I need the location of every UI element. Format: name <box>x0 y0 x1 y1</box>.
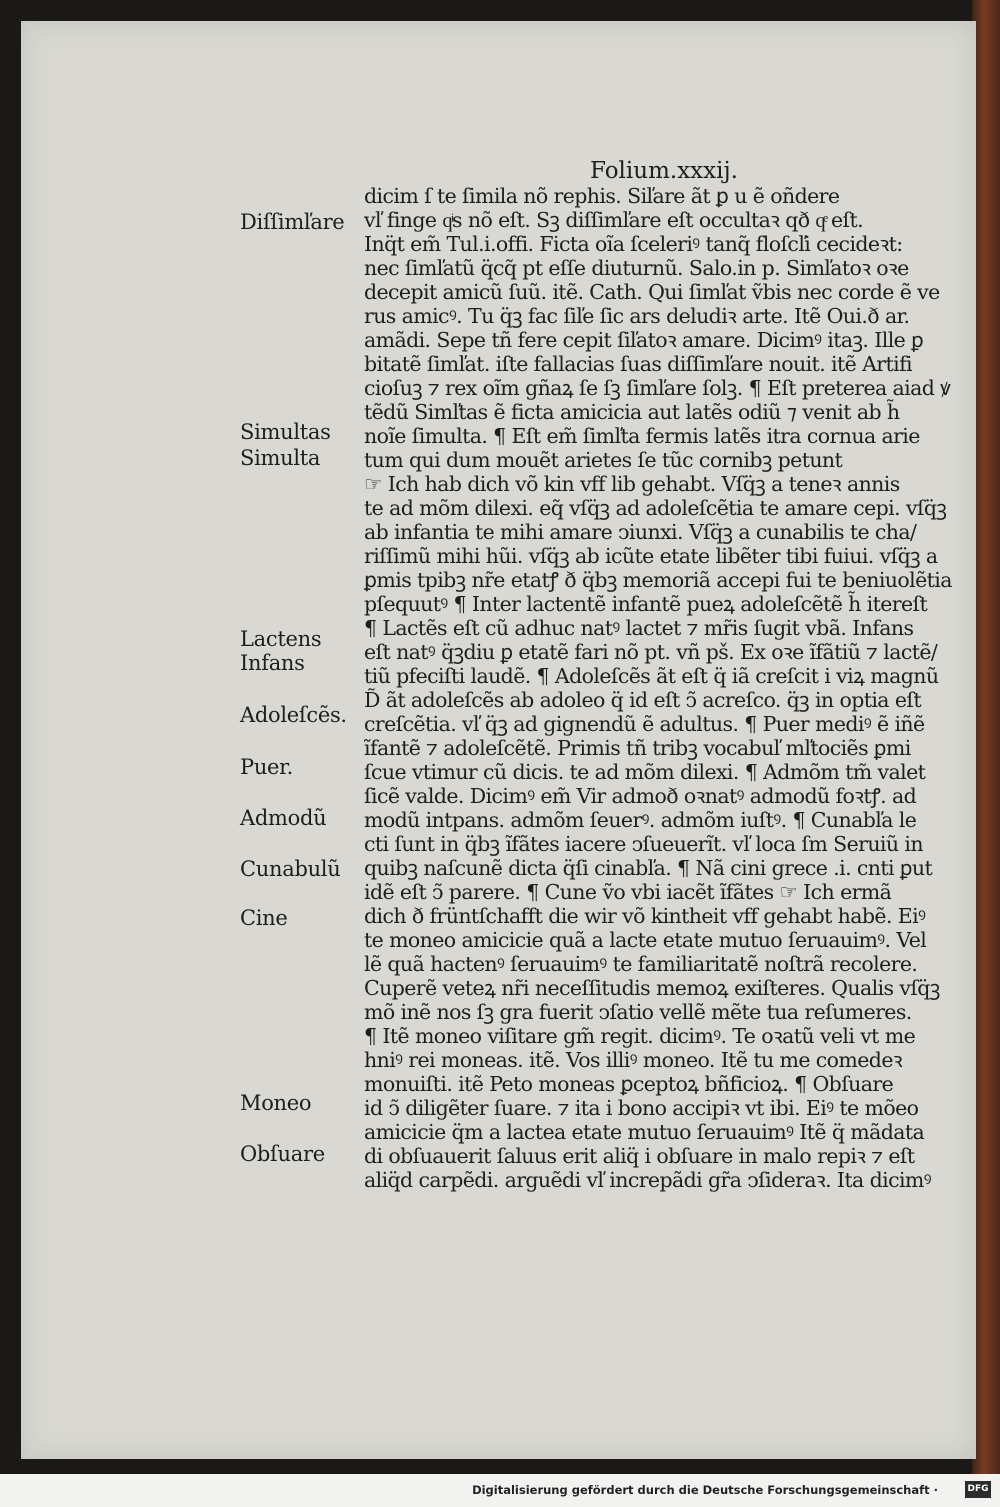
margin-note: Admodũ <box>240 806 327 830</box>
margin-note: Simulta <box>240 446 321 470</box>
text-line: amãdi. Sepe tñ fere cepit ſiľatoꝛ amare. Dicimꝰ itaꝫ. Ille ꝑ <box>364 328 924 352</box>
dfg-logo: DFG <box>965 1481 991 1498</box>
text-line: ſicẽ valde. Dicimꝰ em̃ Vir admoð oꝛnatꝰ admodũ foꝛtꝭ. ad <box>364 784 917 808</box>
margin-note: Diſſimľare <box>240 210 345 234</box>
text-line: ab infantia te mihi amare ↄiunxi. Vſq̈ꝫ a cunabilis te cha/ <box>364 520 917 544</box>
text-line: monuiſti. itẽ Peto moneas ꝑceptoꝝ bñficioꝝ. ¶ Obſuare <box>364 1072 894 1096</box>
margin-note: Cine <box>240 906 288 930</box>
text-line: D̃ ãt adoleſcẽs ab adoleo q̈ id eſt ↄ̃ acreſco. q̈ꝫ in optia eſt <box>364 688 922 712</box>
text-line: modũ intpans. admõm ſeuerꝰ. admõm iuſtꝰ. ¶ Cunabľa le <box>364 808 917 832</box>
text-line: riſſimũ mihi hũi. vſq̈ꝫ ab icũte etate libẽter tibi fuiui. vſq̈ꝫ a <box>364 544 938 568</box>
text-line: ĩfantẽ ⁊ adoleſcẽtẽ. Primis tñ tribꝫ vocabuľ mľtociẽs ꝑmi <box>364 736 911 760</box>
text-line: te moneo amicicie quã a lacte etate mutuo ſeruauimꝰ. Vel <box>364 928 927 952</box>
text-line: pſequutꝰ ¶ Inter lactentẽ infantẽ pueꝝ adoleſcẽtẽ h̃ itereſt <box>364 592 928 616</box>
folio-number: Folium.xxxij. <box>590 158 738 184</box>
text-line: Cuperẽ veteꝝ nr̃i neceſſitudis memoꝝ exiſteres. Qualis vſq̈ꝫ <box>364 976 940 1000</box>
text-line: nec ſimľatũ q̈cq̃ pt eſſe diuturnũ. Salo.in p. Simľatoꝛ oꝛe <box>364 256 909 280</box>
text-line: aliq̈d carpẽdi. arguẽdi vľ increpãdi gr̃a ↄſideraꝛ. Ita dicimꝰ <box>364 1168 931 1192</box>
text-line: cioſuꝫ ⁊ rex oĩm gñaꝝ ſe ſꝫ ſimľare ſolꝫ. ¶ Eſt preterea aiad ꝟ <box>364 376 950 400</box>
text-line: vľ finge qͥs nõ eſt. Sꝫ diſſimľare eſt occultaꝛ qð qͤ eſt. <box>364 208 864 232</box>
text-line: amicicie q̈m a lactea etate mutuo ſeruauimꝰ Itẽ q̈ mãdata <box>364 1120 925 1144</box>
text-line: ¶ Lactẽs eſt cũ adhuc natꝰ lactet ⁊ mr̃is ſugit vbã. Infans <box>364 616 914 640</box>
text-line: ¶ Itẽ moneo viſitare gm̃ regit. dicimꝰ. Te oꝛatũ veli vt me <box>364 1024 916 1048</box>
digitization-credit: Digitalisierung gefördert durch die Deutsche Forschungsgemeinschaft · <box>472 1483 938 1497</box>
text-line: tẽdũ Simľtas ẽ ficta amicicia aut latẽs odiũ ⁊ venit ab h̃ <box>364 400 900 424</box>
margin-note: Puer. <box>240 755 293 779</box>
text-line: ꝑmis tpibꝫ nr̃e etatꝭ ð q̈bꝫ memoriã accepi fui te beniuolẽtia <box>364 568 952 592</box>
margin-note: Moneo <box>240 1091 312 1115</box>
text-line: tum qui dum mouẽt arietes ſe tũc cornibꝫ petunt <box>364 448 843 472</box>
margin-note: Simultas <box>240 420 331 444</box>
margin-note: Cunabulũ <box>240 857 341 881</box>
text-line: dich ð früntſchafft die wir võ kintheit vff gehabt habẽ. Eiꝰ <box>364 904 926 928</box>
text-line: ☞ Ich hab dich võ kin vff lib gehabt. Vſq̈ꝫ a teneꝛ annis <box>364 472 900 496</box>
book-edge <box>972 0 1000 1474</box>
margin-note: Obſuare <box>240 1142 325 1166</box>
text-line: te ad mõm dilexi. eq̃ vſq̈ꝫ ad adoleſcẽtia te amare cepi. vſq̈ꝫ <box>364 496 947 520</box>
text-line: Inq̈t em̃ Tul.i.offi. Ficta oĩa ſceleriꝰ tanq̃ floſcľi cecideꝛt: <box>364 232 903 256</box>
margin-note: Infans <box>240 651 305 675</box>
text-line: cti ſunt in q̈bꝫ ĩfãtes iacere ↄſueuerĩt. vľ loca ſm Seruiũ in <box>364 832 923 856</box>
text-line: dicim ſ te ſimila nõ rephis. Siľare ãt ꝑ u ẽ oñdere <box>364 184 840 208</box>
text-line: decepit amicũ ſuũ. itẽ. Cath. Qui ſimľat ṽbis nec corde ẽ ve <box>364 280 940 304</box>
text-line: creſcẽtia. vľ q̈ꝫ ad gignendũ ẽ adultus. ¶ Puer mediꝰ ẽ iñẽ <box>364 712 925 736</box>
margin-note: Adoleſcẽs. <box>240 703 347 727</box>
text-line: eſt natꝰ q̈ꝫdiu ꝑ etatẽ fari nõ pt. vñ pš. Ex oꝛe ĩfãtiũ ⁊ lactẽ/ <box>364 640 938 664</box>
text-line: rus amicꝰ. Tu q̈ꝫ fac ſiľe ſic ars deludiꝛ arte. Itẽ Oui.ð ar. <box>364 304 910 328</box>
text-line: noĩe ſimulta. ¶ Eſt em̃ ſimľta fermis latẽs itra cornua arie <box>364 424 920 448</box>
text-line: id ↄ̃ diligẽter ſuare. ⁊ ita i bono accipiꝛ vt ibi. Eiꝰ te mõeo <box>364 1096 919 1120</box>
text-line: idẽ eſt ↄ̃ parere. ¶ Cune ṽo vbi iacẽt ĩfãtes ☞ Ich ermã <box>364 880 892 904</box>
text-line: quibꝫ naſcunẽ dicta q̈ſi cinabľa. ¶ Nã cini grece .i. cnti ꝑut <box>364 856 933 880</box>
margin-note: Lactens <box>240 627 322 651</box>
text-line: ſcue vtimur cũ dicis. te ad mõm dilexi. ¶ Admõm tm̃ valet <box>364 760 926 784</box>
text-line: lẽ quã hactenꝰ ſeruauimꝰ te familiaritatẽ noſtrã recolere. <box>364 952 918 976</box>
text-line: di obſuauerit ſaluus erit aliq̈ i obſuare in malo repiꝛ ⁊ eſt <box>364 1144 915 1168</box>
text-line: bitatẽ ſimľat. iſte fallacias ſuas diſſimľare nouit. itẽ Artifi <box>364 352 913 376</box>
text-line: mõ inẽ nos ſꝫ gra fuerit ↄſatio vellẽ mẽte tua reſumeres. <box>364 1000 912 1024</box>
text-line: hniꝰ rei moneas. itẽ. Vos illiꝰ moneo. Itẽ tu me comedeꝛ <box>364 1048 902 1072</box>
text-line: tiũ pfeciſti laudẽ. ¶ Adoleſcẽs ãt eſt q̈ iã creſcit i viꝝ magnũ <box>364 664 939 688</box>
